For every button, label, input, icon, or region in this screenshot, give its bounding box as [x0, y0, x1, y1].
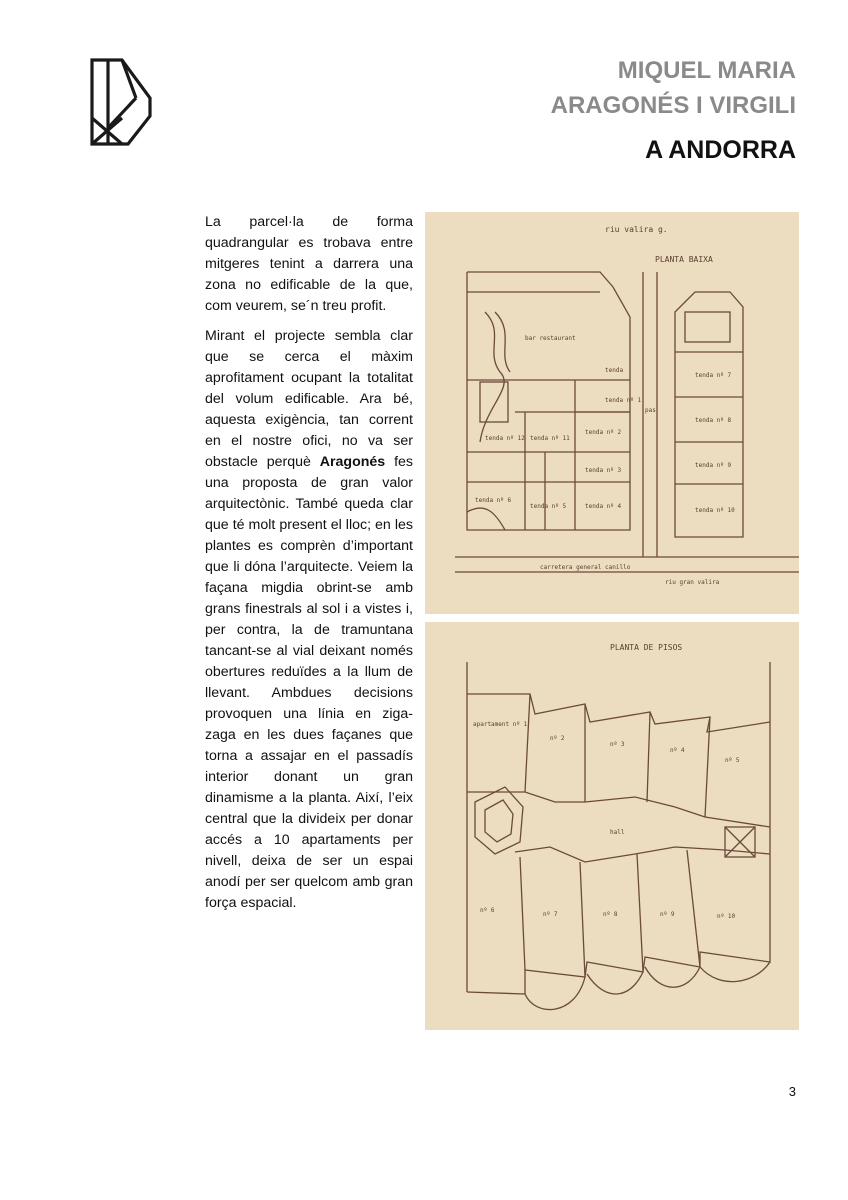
plan1-corridor: pas — [645, 407, 656, 414]
plan1-label-tenda: tenda — [605, 367, 624, 374]
floor-plan-ground — [425, 212, 799, 614]
plan2-apartment-4: nº 4 — [670, 747, 685, 754]
plan2-hall: hall — [610, 829, 625, 836]
paragraph-1: La parcel·la de forma quadrangular es trobava entre mitgeres tenint a darrera una zona no edificable de la que, com veurem, se´n treu profit. — [205, 214, 413, 314]
header-author-line2: ARAGONÉS I VIRGILI — [550, 92, 796, 119]
paragraph-2-text-b: fes una proposta de gran valor arquitectònic. També queda clar que té molt present el lloc; en les plantes es comprèn d’important que li dóna l’arquitecte. Veiem la façana migdia obrint-se amb grans finestrals al sol i a vistes i, per contra, la de tramuntana tancant-se al vial deixant només obertures reduïdes a la llum de llevant. Ambdues decisions provoquen una línia en ziga-zaga en les dues façanes que torna a assajar en el passadís interior donant un gran dinamisme a la planta. Així, l’eix central que la divideix per donar accés a 10 apartaments per nivell, deixa de ser un espai anodí per ser quelcom amb gran força espacial. — [205, 454, 413, 911]
plan2-apartment-5: nº 5 — [725, 757, 740, 764]
body-text — [205, 212, 413, 923]
plan2-apartment-1: apartament nº 1 — [473, 721, 528, 728]
plan2-apartment-10: nº 10 — [717, 913, 736, 920]
plan2-apartment-8: nº 8 — [603, 911, 618, 918]
header-section-title: A ANDORRA — [645, 136, 796, 164]
plan1-label-tenda-7: tenda nº 7 — [695, 372, 732, 379]
plan1-label-tenda-6: tenda nº 6 — [475, 497, 512, 504]
plan1-bottom-right: riu gran valira — [665, 579, 720, 586]
plan1-label-bar: bar restaurant — [525, 335, 576, 342]
plan1-label-tenda-12: tenda nº 12 — [485, 435, 525, 442]
plan1-bottom-label: carretera general canillo — [540, 564, 631, 571]
plan2-apartment-6: nº 6 — [480, 907, 495, 914]
plan1-label-tenda-11: tenda nº 11 — [530, 435, 570, 442]
plan1-title: PLANTA BAIXA — [655, 255, 713, 264]
plan1-label-tenda-10: tenda nº 10 — [695, 507, 735, 514]
plan1-label-tenda-5: tenda nº 5 — [530, 503, 567, 510]
plan1-street-top: riu valira g. — [605, 225, 668, 234]
plan1-label-tenda-9: tenda nº 9 — [695, 462, 732, 469]
paragraph-2 — [205, 326, 413, 914]
plan1-label-tenda-3: tenda nº 3 — [585, 467, 622, 474]
paragraph-2-bold: Aragonés — [319, 454, 386, 470]
plan1-label-tenda-1: tenda nº 1 — [605, 397, 642, 404]
plan1-label-tenda-4: tenda nº 4 — [585, 503, 622, 510]
plan2-apartment-2: nº 2 — [550, 735, 565, 742]
plan2-apartment-3: nº 3 — [610, 741, 625, 748]
page-number: 3 — [788, 1084, 796, 1099]
plan2-title: PLANTA DE PISOS — [610, 643, 683, 652]
plan1-label-tenda-2: tenda nº 2 — [585, 429, 622, 436]
plan2-apartment-9: nº 9 — [660, 911, 675, 918]
plan1-label-tenda-8: tenda nº 8 — [695, 417, 732, 424]
header-author-line1: MIQUEL MARIA — [617, 57, 796, 84]
plan2-apartment-7: nº 7 — [543, 911, 558, 918]
logo-icon — [88, 58, 152, 146]
floor-plan-upper — [425, 622, 799, 1030]
paragraph-2-text-a: Mirant el projecte sembla clar que se cerca el màxim aprofitament ocupant la totalitat del volum edificable. Ara bé, aquesta exigència, tan corrent en el nostre ofici, no va ser obstacle perquè — [205, 328, 413, 470]
